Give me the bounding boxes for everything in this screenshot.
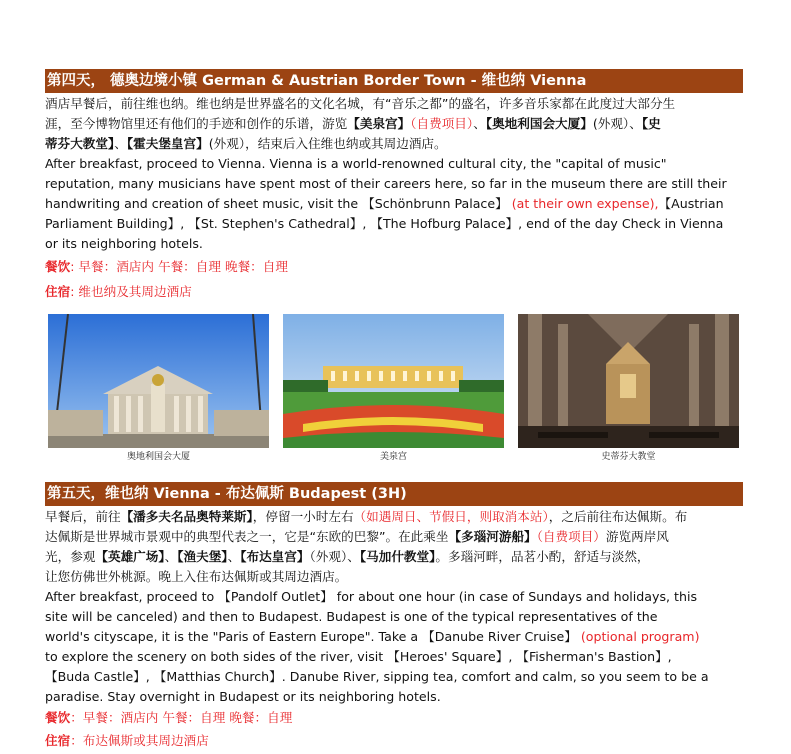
holiday-note: （如遇周日、节假日，则取消本站）	[353, 509, 549, 524]
text: reputation, many musicians have spent most of their careers here, so far in the museum there are still their	[45, 176, 727, 191]
day4-hotel	[45, 282, 192, 302]
day5-en-line-6	[45, 687, 743, 707]
text: Parliament Building】, 【St. Stephen's Cathedral】, 【The Hofburg Palace】, end of the day Check in Vienna	[45, 216, 724, 231]
day4-en-line-5	[45, 234, 743, 254]
text: 、	[114, 136, 127, 151]
text: to explore the scenery on both sides of the river, visit 【Heroes' Square】, 【Fisherman's Bastion】,	[45, 649, 672, 664]
text: 让您仿佛世外桃源。晚上入住布达佩斯或其周边酒店。	[45, 569, 348, 584]
day5-en-paragraph	[45, 587, 743, 707]
day4-header: 第四天， 德奥边境小镇 German & Austrian Border Town - 维也纳 Vienna	[45, 69, 743, 93]
caption-parliament: 奥地利国会大厦	[126, 452, 190, 462]
hotel-label: 住宿	[45, 733, 71, 748]
day5-en-line-5	[45, 667, 743, 687]
highlight-cathedral-end: 蒂芬大教堂】	[45, 136, 115, 151]
highlight-fishermans-bastion: 【渔夫堡】	[177, 549, 228, 564]
caption-schonbrunn: 美泉宫	[379, 452, 407, 462]
day5-meals	[45, 708, 292, 728]
text: 早餐后，前往	[45, 509, 121, 524]
own-expense-note: (at their own expense),	[507, 196, 659, 211]
hotel-value: : 维也纳及其周边酒店	[70, 284, 192, 299]
text: paradise. Stay overnight in Budapest or its neighboring hotels.	[45, 689, 441, 704]
meal-label: 餐饮	[45, 259, 71, 274]
self-paid-note: （自费项目）	[410, 116, 474, 131]
day4-cn-line-1	[45, 94, 743, 114]
meal-value: : 早餐：酒店内 午餐：自理 晚餐：自理	[70, 259, 288, 274]
text: 光，参观	[45, 549, 96, 564]
meal-value: ：早餐：酒店内 午餐：自理 晚餐：自理	[70, 710, 293, 725]
text: After breakfast, proceed to Vienna. Vienna is a world-renowned cultural city, the "capital of music"	[45, 156, 667, 171]
day5-cn-line-3	[45, 547, 743, 567]
day4-en-line-4	[45, 214, 743, 234]
text: After breakfast, proceed to 【Pandolf Outlet】 for about one hour (in case of Sundays and holidays, this	[45, 589, 698, 604]
text: （外观）、	[309, 549, 360, 564]
text: 。多瑙河畔，品茗小酌，舒适与淡然，	[435, 549, 650, 564]
highlight-schonbrunn: 【美泉宫】	[347, 116, 411, 131]
highlight-outlet: 【潘多夫名品奥特莱斯】	[120, 509, 253, 524]
text: 【Austrian	[658, 196, 724, 211]
text: (外观），结束后入住维也纳或其周边酒店。	[208, 136, 447, 151]
text: 酒店早餐后，前往维也纳。维也纳是世界盛名的文化名城，有“音乐之都”的盛名，许多音乐家都在此度过大部分生	[45, 96, 676, 111]
optional-program-note: (optional program)	[576, 629, 700, 644]
text: (外观）、	[592, 116, 642, 131]
day5-cn-line-1	[45, 507, 743, 527]
day5-cn-line-2	[45, 527, 743, 547]
text: handwriting and creation of sheet music, visit the 【Schönbrunn Palace】	[45, 196, 508, 211]
text: 达佩斯是世界城市景观中的典型代表之一，它是“东欧的巴黎”。在此乘坐	[45, 529, 449, 544]
text: 、	[227, 549, 241, 564]
day4-meals	[45, 257, 288, 277]
day5-en-line-1	[45, 587, 743, 607]
day4-cn-line-2	[45, 114, 743, 134]
day5-en-line-2	[45, 607, 743, 627]
cathedral-photo	[518, 314, 739, 448]
highlight-matthias-church: 【马加什教堂】	[359, 549, 436, 564]
schonbrunn-photo	[283, 314, 504, 448]
day5-en-line-4	[45, 647, 743, 667]
text: ，停留一小时左右	[252, 509, 354, 524]
highlight-heroes-square: 【英雄广场】	[95, 549, 165, 564]
day5-hotel	[45, 731, 209, 751]
text: ，之后前往布达佩斯。布	[548, 509, 688, 524]
self-paid-note: （自费项目）	[536, 529, 606, 544]
hotel-value: ：布达佩斯或其周边酒店	[70, 733, 209, 748]
highlight-danube-cruise: 【多瑙河游船】	[448, 529, 537, 544]
day4-cn-paragraph	[45, 94, 743, 154]
day5-cn-line-4	[45, 567, 743, 587]
parliament-photo	[48, 314, 269, 448]
day4-cn-line-3	[45, 134, 743, 154]
meal-label: 餐饮	[45, 710, 71, 725]
highlight-parliament: 【奥地利国会大厦】	[485, 116, 593, 131]
day5-cn-paragraph	[45, 507, 743, 587]
highlight-hofburg: 【霍夫堡皇宫】	[126, 136, 209, 151]
day4-en-line-2	[45, 174, 743, 194]
day4-en-paragraph	[45, 154, 743, 254]
day5-en-line-3	[45, 627, 743, 647]
text: world's cityscape, it is the "Paris of Eastern Europe". Take a 【Danube River Cruise】	[45, 629, 577, 644]
text: 涯，至今博物馆里还有他们的手迹和创作的乐谱，游览	[45, 116, 348, 131]
day5-header: 第五天，维也纳 Vienna - 布达佩斯 Budapest (3H)	[45, 482, 743, 506]
highlight-cathedral-start: 【史	[641, 116, 661, 131]
hotel-label: 住宿	[45, 284, 71, 299]
text: site will be canceled) and then to Budapest. Budapest is one of the typical representatives of the	[45, 609, 658, 624]
highlight-buda-castle: 【布达皇宫】	[240, 549, 310, 564]
day4-en-line-3	[45, 194, 743, 214]
day4-en-line-1	[45, 154, 743, 174]
text: 【Buda Castle】, 【Matthias Church】. Danube River, sipping tea, comfort and calm, so you seem to be a	[45, 669, 709, 684]
text: 游览两岸风	[605, 529, 669, 544]
text: 、	[164, 549, 178, 564]
text: or its neighboring hotels.	[45, 236, 203, 251]
text: 、	[473, 116, 486, 131]
caption-cathedral: 史蒂芬大教堂	[601, 452, 656, 462]
